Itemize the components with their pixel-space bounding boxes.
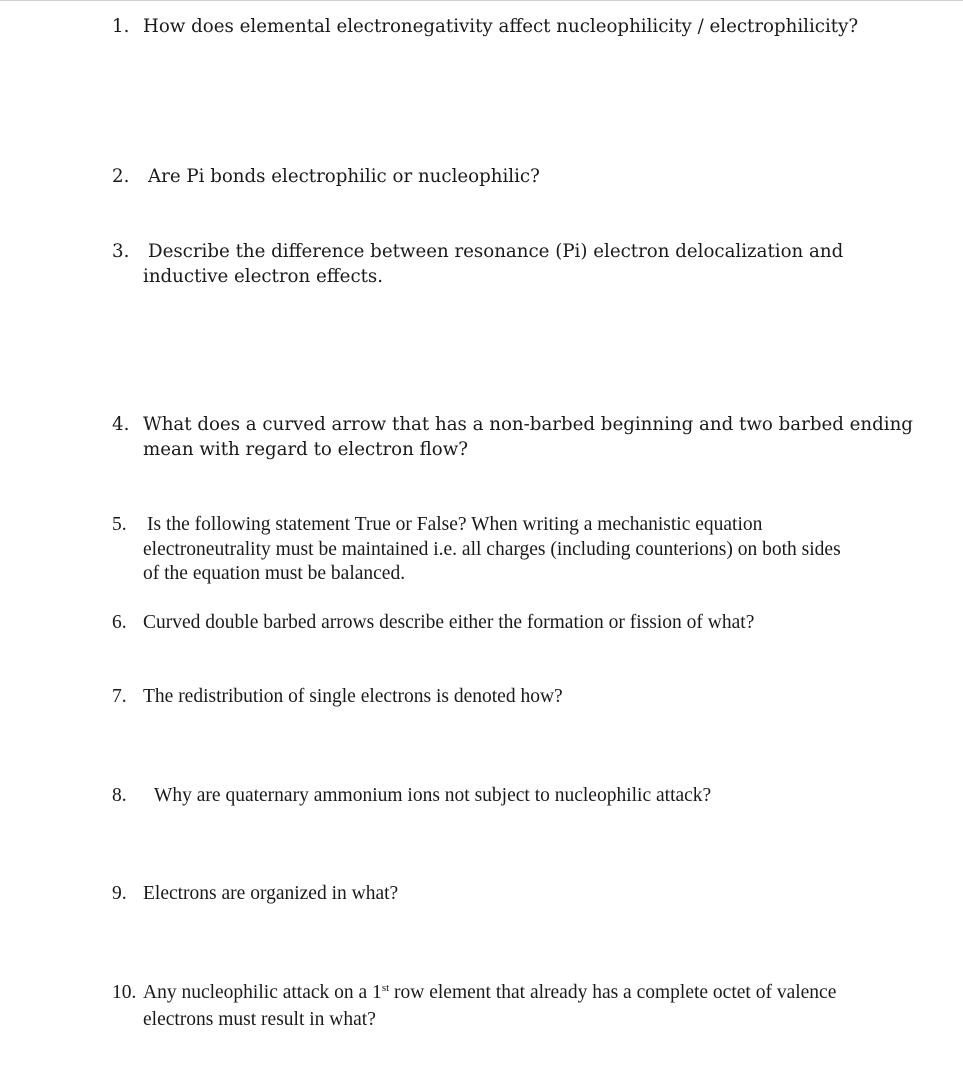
question-text bbox=[143, 15, 933, 40]
question-line: electroneutrality must be maintained i.e. all charges (including counterions) on both sides bbox=[143, 538, 841, 560]
ordinal-superscript: st bbox=[381, 982, 390, 994]
question-number: 8. bbox=[112, 785, 127, 806]
question-line: Why are quaternary ammonium ions not subject to nucleophilic attack? bbox=[154, 785, 712, 806]
question-text-part: row element that already has a complete octet of valence bbox=[389, 982, 837, 1003]
question-number: 5. bbox=[112, 514, 127, 535]
question-number: 1. bbox=[112, 16, 130, 37]
question-number: 2. bbox=[112, 166, 130, 187]
top-divider bbox=[0, 0, 963, 1]
question-line: mean with regard to electron flow? bbox=[143, 438, 469, 460]
question-text bbox=[143, 611, 933, 636]
question-line: How does elemental electronegativity affect nucleophilicity / electrophilicity? bbox=[143, 16, 859, 37]
question-text-part: Any nucleophilic attack on a 1 bbox=[143, 982, 382, 1003]
question-number: 3. bbox=[112, 241, 130, 262]
question-line: Curved double barbed arrows describe either the formation or fission of what? bbox=[143, 612, 755, 633]
question-number: 6. bbox=[112, 612, 127, 633]
question-line: of the equation must be balanced. bbox=[143, 563, 406, 584]
question-number: 7. bbox=[112, 686, 127, 707]
question-text bbox=[154, 784, 944, 809]
question-line: Is the following statement True or False? When writing a mechanistic equation bbox=[147, 514, 763, 535]
question-text bbox=[143, 882, 933, 907]
question-text bbox=[148, 165, 938, 190]
question-text bbox=[143, 981, 933, 1032]
question-line: Electrons are organized in what? bbox=[143, 883, 399, 904]
question-line: The redistribution of single electrons is denoted how? bbox=[143, 686, 563, 707]
question-line: What does a curved arrow that has a non-barbed beginning and two barbed ending bbox=[143, 414, 913, 435]
question-number: 4. bbox=[112, 414, 130, 435]
question-text bbox=[143, 240, 933, 289]
question-line: Are Pi bonds electrophilic or nucleophilic? bbox=[148, 166, 540, 187]
question-text bbox=[143, 685, 933, 710]
question-number: 9. bbox=[112, 883, 127, 904]
question-text bbox=[143, 413, 933, 462]
question-line: electrons must result in what? bbox=[143, 1008, 376, 1030]
question-text bbox=[143, 513, 933, 587]
question-number: 10. bbox=[112, 982, 137, 1003]
question-line bbox=[143, 981, 933, 1008]
question-line: inductive electron effects. bbox=[143, 265, 384, 287]
question-line: Describe the difference between resonance (Pi) electron delocalization and bbox=[148, 241, 844, 262]
